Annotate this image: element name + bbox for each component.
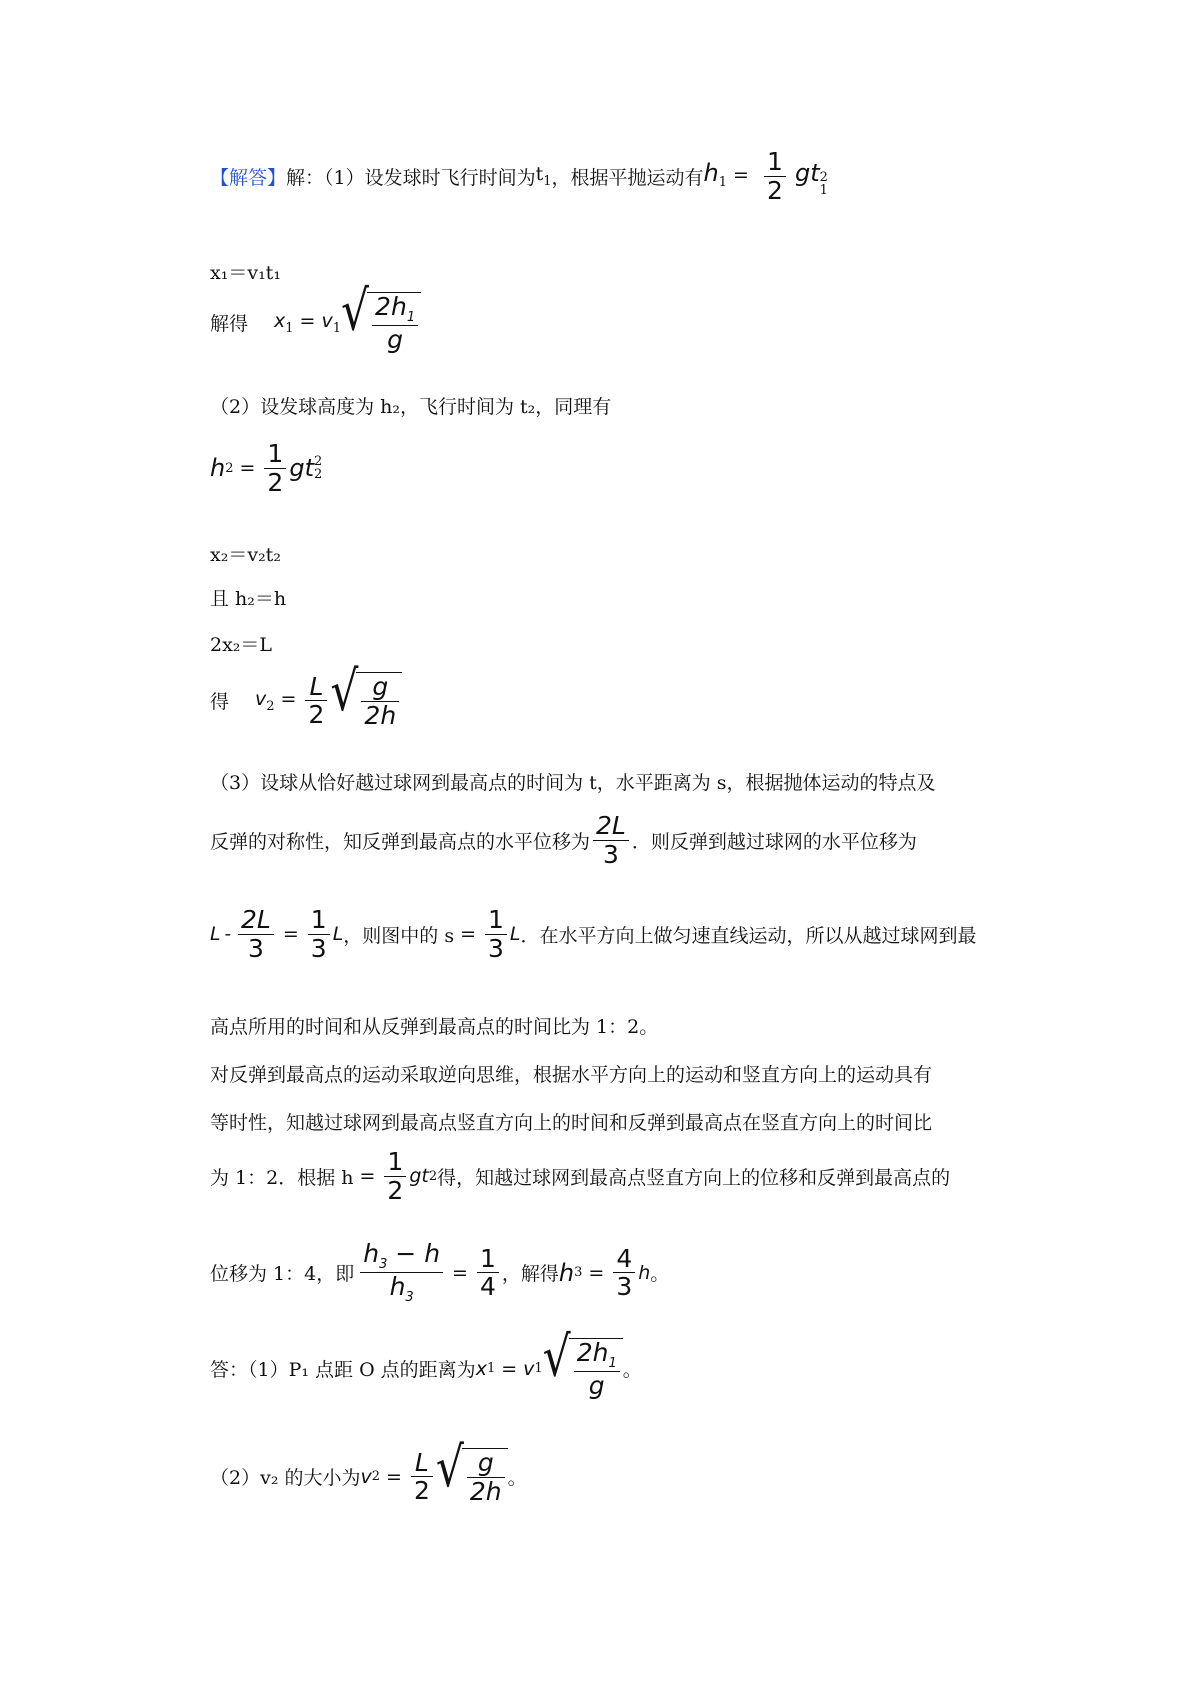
- paragraph-4-line-a: 对反弹到最高点的运动采取逆向思维，根据水平方向上的运动和竖直方向上的运动具有: [210, 1064, 933, 1086]
- sqrt-g-over-2h: √ $\frac{g}{2h}$: [330, 672, 402, 729]
- line-text: 得: [210, 691, 230, 713]
- formula-v2: $v_2$ =: [255, 687, 297, 714]
- solution-line-4: （2）设发球高度为 h₂，飞行时间为 t₂，同理有: [210, 396, 612, 418]
- paragraph-4-line-b: 等时性，知越过球网到最高点竖直方向上的时间和反弹到最高点在竖直方向上的时间比: [210, 1112, 933, 1134]
- solution-tag: 【解答】: [210, 166, 287, 189]
- solution-line-3: [210, 279, 421, 355]
- equation-x1: x₁＝v₁t₁: [210, 262, 281, 284]
- paragraph-3-line-a: （3）设球从恰好越过球网到最高点的时间为 t，水平距离为 s，根据抛体运动的特点及: [210, 772, 936, 794]
- line-text: ，根据平抛运动有: [551, 166, 704, 189]
- formula-h2: h 2 = $\frac{1}{2}$ gt 2 2: [210, 439, 323, 497]
- answer-line-2: （2）v₂ 的大小为 v 2 = $\frac{L}{2}$ √ $\frac{g}{2h}$ 。: [210, 1435, 527, 1506]
- equation-2x2: 2x₂＝L: [210, 634, 273, 656]
- sqrt-2h1-over-g-answer: √ $\frac{2h_1}{g}$: [543, 1338, 623, 1400]
- line-text: 解：（1）设发球时飞行时间为: [286, 166, 536, 189]
- formula-x1: $x_1 = v_1$: [274, 310, 341, 336]
- paragraph-3-line-d: 高点所用的时间和从反弹到最高点的时间比为 1：2。: [210, 1016, 659, 1038]
- paragraph-3-line-c: L - $\frac{2L}{3}$ = $\frac{1}{3}$ L ，则图中的 s = $\frac{1}{3}$ L ．在水平方向上做匀速直线运动，所以从越过球网到最: [210, 905, 977, 963]
- t1-symbol: $t_1$: [535, 163, 552, 189]
- paragraph-3-line-b: 反弹的对称性，知反弹到最高点的水平位移为 $\frac{2L}{3}$ ．则反弹到越过球网的水平位移为: [210, 811, 917, 869]
- sqrt-2h1-over-g: √ $\frac{2h_1}{g}$: [341, 292, 421, 354]
- equation-x2: x₂＝v₂t₂: [210, 544, 281, 566]
- answer-line-1: 答：（1）P₁ 点距 O 点的距离为 x 1 = v 1 √ $\frac{2h_1}{g}$ 。: [210, 1325, 642, 1401]
- paragraph-4-line-d: 位移为 1：4，即 $\frac{h_3 - h}{h_3}$ = $\frac{1}{4}$ ，解得 h 3 = $\frac{4}{3}$ h 。: [210, 1239, 670, 1306]
- paragraph-4-line-c: 为 1：2．根据 h = $\frac{1}{2}$ gt 2 得，知越过球网到最高点竖直方向上的位移和反弹到最高点的: [210, 1147, 951, 1205]
- formula-h1: $h_1$ = $\frac{1}{2}$ gt 2 1: [703, 147, 828, 205]
- line-text: 解得: [210, 313, 249, 336]
- solution-line-9: 得 $v_2$ = $\frac{L}{2}$ √ $\frac{g}{2h}$: [210, 672, 402, 729]
- sqrt-g-over-2h-answer: √ $\frac{g}{2h}$: [436, 1448, 508, 1505]
- equation-h2: 且 h₂＝h: [210, 588, 287, 610]
- solution-line-1: [210, 148, 828, 204]
- fraction-2L-3: $\frac{2L}{3}$: [593, 812, 629, 868]
